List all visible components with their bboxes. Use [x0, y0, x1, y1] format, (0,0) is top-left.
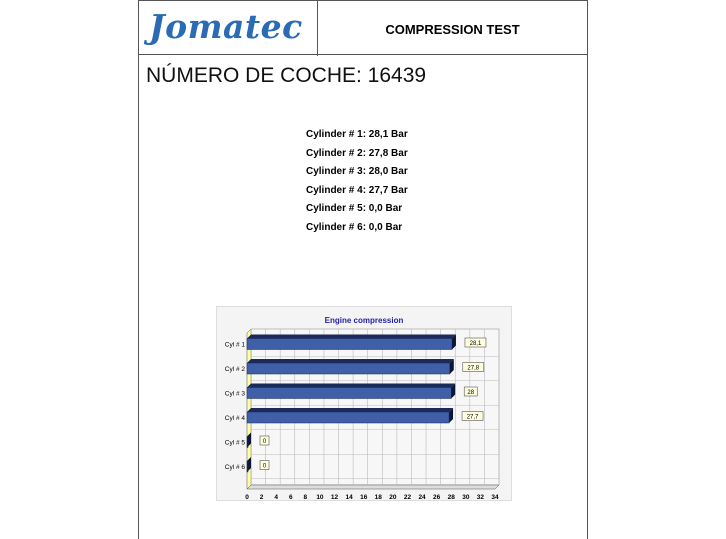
cylinder-reading: Cylinder # 4: 27,7 Bar [306, 184, 408, 196]
car-number: NÚMERO DE COCHE: 16439 [146, 64, 427, 87]
bar-top [247, 384, 455, 388]
bar-top [247, 359, 454, 363]
data-label: 28,1 [469, 341, 482, 347]
x-tick-label: 26 [433, 494, 441, 500]
report-title: COMPRESSION TEST [385, 22, 520, 37]
cylinder-reading: Cylinder # 1: 28,1 Bar [306, 129, 408, 140]
plot-area [251, 329, 499, 485]
bar [247, 461, 248, 472]
bar [247, 437, 248, 448]
plot-floor [247, 485, 499, 489]
data-label: 0 [262, 463, 267, 470]
data-label: 0 [262, 439, 267, 445]
x-tick-label: 12 [330, 494, 339, 500]
compression-chart [216, 306, 512, 501]
x-tick-label: 6 [288, 494, 293, 500]
jomatec-logo: Jomatec [149, 7, 303, 46]
x-tick-label: 30 [462, 494, 470, 500]
cylinder-reading: Cylinder # 2: 27,8 Bar [306, 147, 408, 159]
x-tick-label: 18 [374, 494, 382, 500]
x-tick-label: 8 [303, 494, 308, 500]
cylinder-reading: Cylinder # 5: 0,0 Bar [306, 203, 403, 214]
bar-top [247, 335, 456, 339]
x-tick-label: 16 [360, 494, 368, 500]
bar [247, 339, 452, 350]
y-tick-label: Cyl # 1 [224, 341, 245, 349]
x-tick-label: 4 [274, 494, 278, 500]
y-tick-label: Cyl # 4 [224, 415, 245, 422]
y-tick-label: Cyl # 6 [224, 464, 245, 471]
x-tick-label: 0 [245, 494, 249, 500]
y-tick-label: Cyl # 2 [224, 366, 245, 373]
x-tick-label: 34 [491, 494, 499, 500]
x-tick-label: 10 [316, 494, 324, 500]
x-tick-label: 28 [447, 494, 455, 500]
report-header [139, 0, 587, 55]
chart-title: Engine compression [324, 316, 404, 325]
x-tick-label: 20 [389, 494, 397, 500]
y-tick-label: Cyl # 3 [224, 390, 245, 398]
bar [247, 412, 449, 423]
cylinder-reading: Cylinder # 6: 0,0 Bar [306, 221, 403, 233]
data-label: 27,8 [467, 365, 480, 372]
x-tick-label: 2 [259, 494, 264, 500]
x-tick-label: 22 [403, 494, 412, 500]
bar [247, 388, 451, 399]
x-tick-label: 24 [418, 494, 426, 500]
cylinder-reading: Cylinder # 3: 28,0 Bar [306, 166, 408, 177]
data-label: 27,7 [466, 414, 479, 421]
chart-svg [217, 307, 511, 500]
x-tick-label: 14 [345, 494, 353, 500]
bar [247, 363, 450, 374]
x-tick-label: 32 [476, 494, 485, 500]
cylinder-list [306, 129, 408, 240]
data-label: 28 [467, 390, 475, 396]
bar-top [247, 408, 453, 412]
y-tick-label: Cyl # 5 [224, 439, 245, 447]
